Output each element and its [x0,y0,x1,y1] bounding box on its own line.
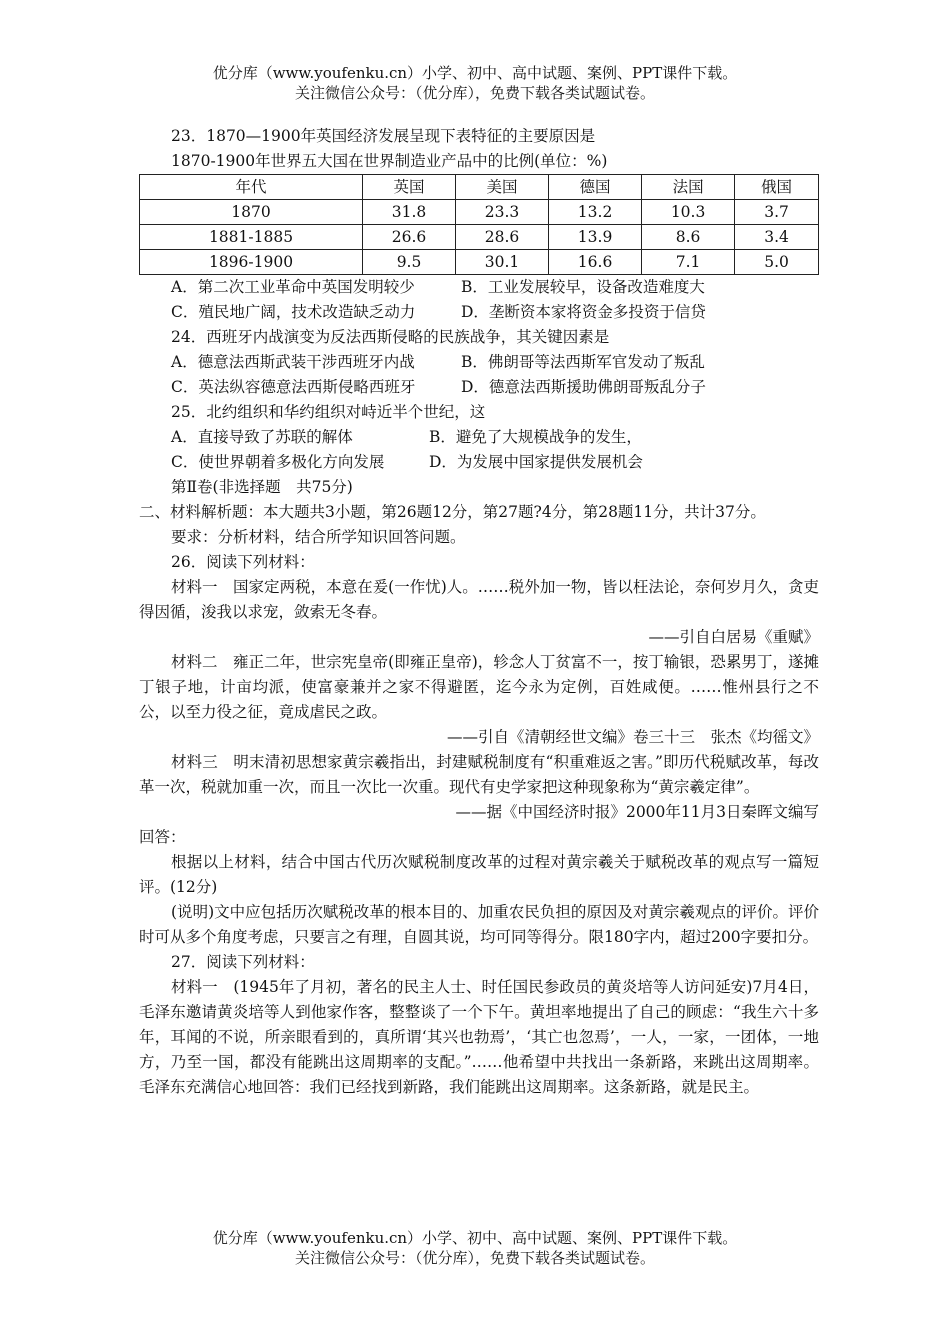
q26-material-3-source: ——据《中国经济时报》2000年11月3日秦晖文编写 [455,803,819,821]
table-header-cell: 俄国 [735,175,819,200]
table-header-cell: 德国 [549,175,642,200]
q25-option-a: A．直接导致了苏联的解体 [171,428,353,446]
table-cell: 30.1 [456,250,549,275]
q26-question: 根据以上材料，结合中国古代历次赋税制度改革的过程对黄宗羲关于赋税改革的观点写一篇短评。(12分) [139,853,819,896]
page-footer [0,1228,950,1268]
table-cell: 1896-1900 [140,250,363,275]
q24-stem: 24．西班牙内战演变为反法西斯侵略的民族战争，其关键因素是 [171,328,610,346]
table-cell: 23.3 [456,200,549,225]
table-header-cell: 法国 [642,175,735,200]
q23-table-title: 1870-1900年世界五大国在世界制造业产品中的比例(单位：%) [171,152,608,170]
q23-option-d: D．垄断资本家将资金多投资于信贷 [461,303,706,321]
q25-option-d: D．为发展中国家提供发展机会 [429,453,643,471]
q26-material-2-source: ——引自《清朝经世文编》卷三十三 张杰《均徭文》 [446,728,819,746]
q25-stem: 25．北约组织和华约组织对峙近半个世纪，这 [171,403,486,421]
table-cell: 28.6 [456,225,549,250]
table-header-cell: 英国 [363,175,456,200]
footer-line-2: 关注微信公众号：（优分库），免费下载各类试题试卷。 [294,1249,655,1267]
q26-material-1: 材料一 国家定两税，本意在爰(一作忧)人。……税外加一物，皆以枉法论，奈何岁月久，贪吏得因循，浚我以求宠，敛索无冬春。 [139,578,819,621]
q23-option-b: B．工业发展较早，设备改造难度大 [461,278,705,296]
q24-options-cd [139,375,819,400]
q23-options-cd [139,300,819,325]
q26-note: (说明)文中应包括历次赋税改革的根本目的、加重农民负担的原因及对黄宗羲观点的评价。评价时可从多个角度考虑，只要言之有理，自圆其说，均可同等得分。限180字内，超过200字要扣分。 [139,903,819,946]
table-header-cell: 年代 [140,175,363,200]
table-cell: 1870 [140,200,363,225]
q27-material-1: 材料一 (1945年了月初，著名的民主人士、时任国民参政员的黄炎培等人访问延安)7月4日，毛泽东邀请黄炎培等人到他家作客，整整谈了一个下午。黄坦率地提出了自己的顾虑：“我生六十多年，耳闻的不说，所亲眼看到的，真所谓‘其兴也勃焉’，‘其亡也忽焉’，一人，一家，一团体，一地方，乃至一国，都没有能跳出这周期率的支配。”……他希望中共找出一条新路，来跳出这周期率。毛泽东充满信心地回答：我们已经找到新路，我们能跳出这周期率。这条新路，就是民主。 [139,978,819,1096]
table-row [140,225,819,250]
section-heading: 二、材料解析题：本大题共3小题，第26题12分，第27题?4分，第28题11分，共计37分。 [139,503,766,521]
table-cell: 16.6 [549,250,642,275]
requirements: 要求：分析材料，结合所学知识回答问题。 [171,528,466,546]
q24-option-a: A．德意法西斯武装干涉西班牙内战 [171,353,415,371]
table-cell: 7.1 [642,250,735,275]
q25-option-b: B．避免了大规模战争的发生， [429,428,642,446]
table-cell: 5.0 [735,250,819,275]
table-cell: 1881-1885 [140,225,363,250]
q26-answer-label: 回答： [139,828,186,846]
q25-option-c: C．使世界朝着多极化方向发展 [171,453,385,471]
table-row [140,250,819,275]
table-cell: 26.6 [363,225,456,250]
q24-option-b: B．佛朗哥等法西斯军官发动了叛乱 [461,353,705,371]
table-header-cell: 美国 [456,175,549,200]
q23-option-a: A．第二次工业革命中英国发明较少 [171,278,415,296]
part2-title: 第Ⅱ卷(非选择题 共75分) [171,478,353,496]
table-cell: 3.4 [735,225,819,250]
header-line-1: 优分库（www.youfenku.cn）小学、初中、高中试题、案例、PPT课件下载。 [212,64,738,82]
q23-options-ab [139,275,819,300]
q26-stem: 26．阅读下列材料： [171,553,315,571]
q23-table [139,174,819,275]
q25-options-ab [139,425,819,450]
table-cell: 13.9 [549,225,642,250]
q24-option-d: D．德意法西斯援助佛朗哥叛乱分子 [461,378,706,396]
table-cell: 9.5 [363,250,456,275]
table-row [140,200,819,225]
table-cell: 3.7 [735,200,819,225]
table-header-row [140,175,819,200]
page-header [0,63,950,103]
q23-stem: 23．1870—1900年英国经济发展呈现下表特征的主要原因是 [171,127,596,145]
table-cell: 8.6 [642,225,735,250]
q26-material-2: 材料二 雍正二年，世宗宪皇帝(即雍正皇帝)，轸念人丁贫富不一，按丁输银，恐累男丁，遂摊丁银子地，计亩均派，使富豪兼并之家不得避匿，迄今永为定例，百姓咸便。……惟州县行之不公，以至力役之征，竟成虐民之政。 [139,653,819,721]
table-cell: 13.2 [549,200,642,225]
table-cell: 31.8 [363,200,456,225]
page-body [139,124,819,1100]
q27-stem: 27．阅读下列材料： [171,953,315,971]
q24-option-c: C．英法纵容德意法西斯侵略西班牙 [171,378,416,396]
q26-material-1-source: ——引自白居易《重赋》 [648,628,819,646]
q23-option-c: C．殖民地广阔，技术改造缺乏动力 [171,303,416,321]
footer-line-1: 优分库（www.youfenku.cn）小学、初中、高中试题、案例、PPT课件下载。 [212,1229,738,1247]
q25-options-cd [139,450,819,475]
table-cell: 10.3 [642,200,735,225]
q24-options-ab [139,350,819,375]
q26-material-3: 材料三 明末清初思想家黄宗羲指出，封建赋税制度有“积重难返之害。”即历代税赋改革，每改革一次，税就加重一次，而且一次比一次重。现代有史学家把这种现象称为“黄宗羲定律”。 [139,753,819,796]
header-line-2: 关注微信公众号：（优分库），免费下载各类试题试卷。 [294,84,655,102]
